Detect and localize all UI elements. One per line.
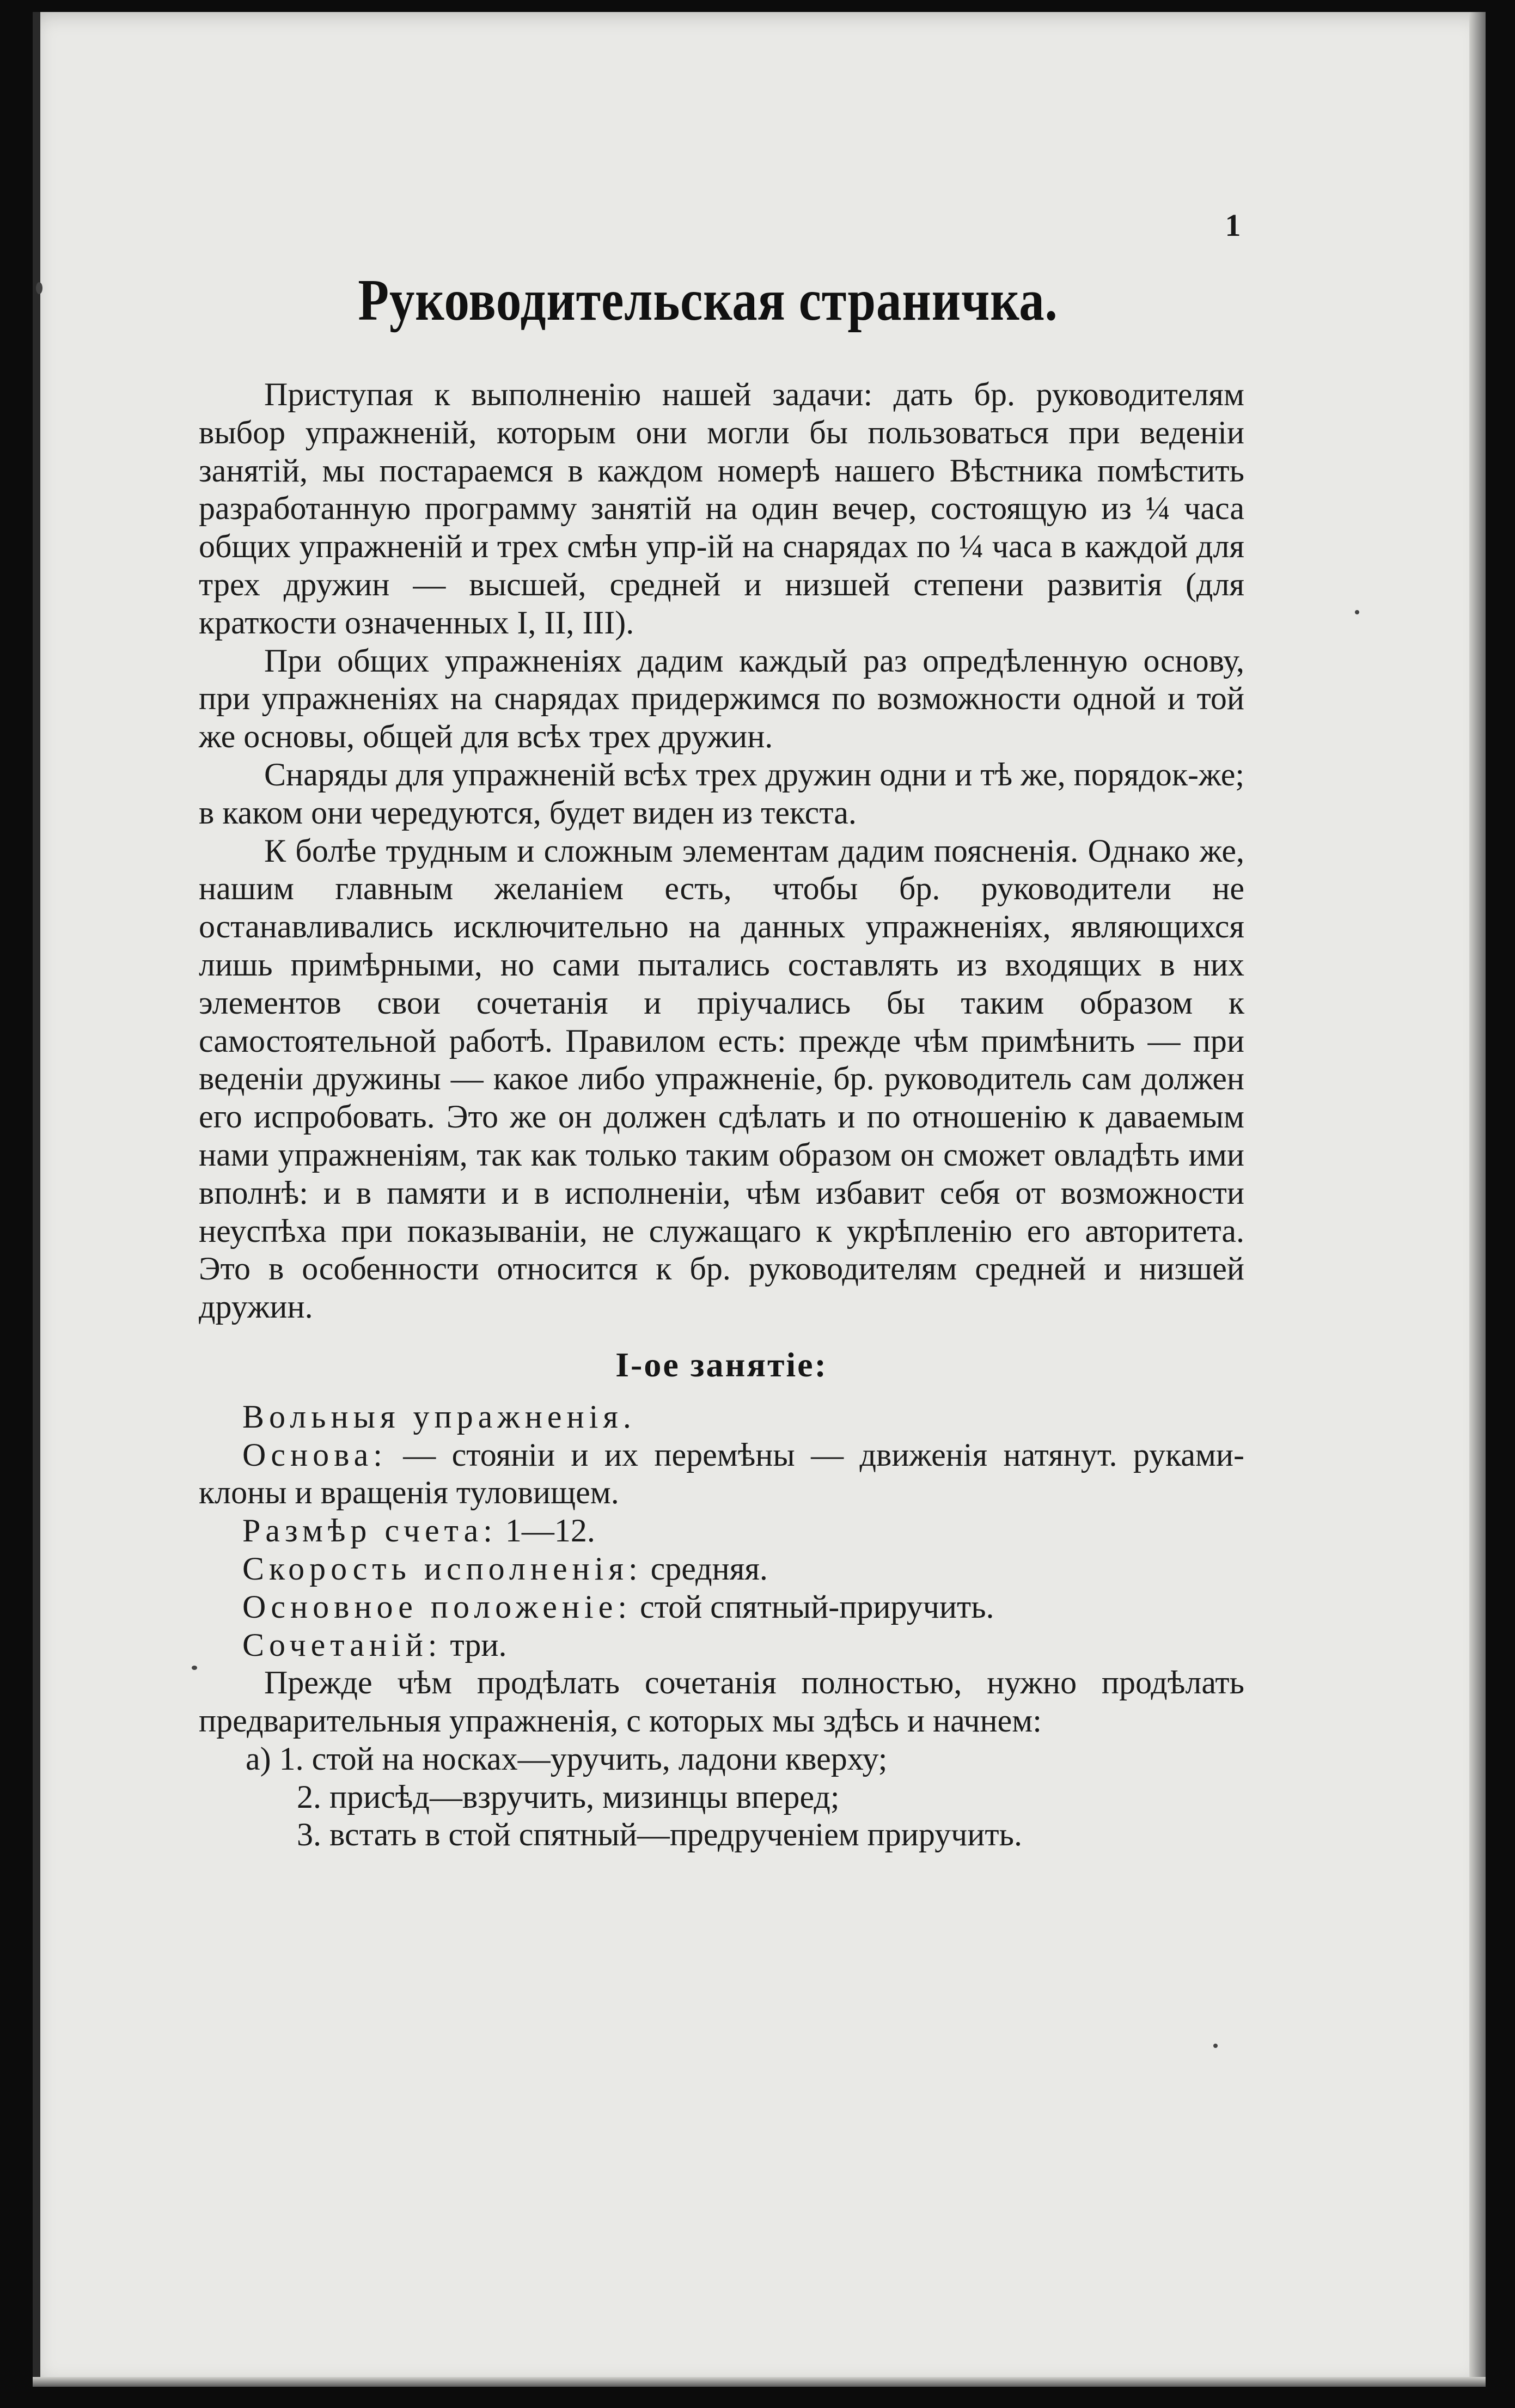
speed-label: Скорость исполненія:: [242, 1550, 643, 1587]
exercise-item: 2. присѣд—взручить, мизинцы вперед;: [297, 1778, 840, 1815]
position-line: [199, 1588, 1244, 1626]
count-line: [199, 1512, 1244, 1550]
page-number: 1: [1225, 208, 1241, 243]
paper-speck: [1355, 610, 1359, 614]
paragraph-guidance: К болѣе трудным и сложным элементам дадим поясненія. Однако же, нашим главным желаніем есть, чтобы бр. руководители не останавливались исключительно на данных упражненіях, являющихся лишь примѣрными, но сами пытались составлять из входящих в них элементов свои сочетанія и пріучались бы таким образом к самостоятельной работѣ. Правилом есть: прежде чѣм примѣнить — при веденіи дружины — какое либо упражненіе, бр. руководитель сам должен его испробовать. Это же он должен сдѣлать и по отношенію к даваемым нами упражненіям, так как только таким образом он сможет овладѣть ими вполнѣ: и в памяти и в исполненіи, чѣм избавит себя от возможности неуспѣха при показываніи, не служащаго к укрѣпленію его авторитета. Это в особенности относится к бр. руководителям средней и низшей дружин.: [199, 832, 1244, 1325]
page-bottom-edge: [33, 2377, 1486, 2387]
paper-speck: [1213, 2044, 1218, 2048]
free-exercises-text: Вольныя упражненія.: [242, 1398, 636, 1435]
paper-speck: [36, 282, 42, 294]
page-right-edge: [1469, 12, 1486, 2387]
lesson-intro: Прежде чѣм продѣлать сочетанія полностью, нужно продѣлать предварительныя упражненія, с которых мы здѣсь и начнем:: [199, 1665, 1244, 1739]
paragraph-apparatus: Снаряды для упражненій всѣх трех дружин одни и тѣ же, порядок-же; в каком они чередуются, будет виден из текста.: [199, 756, 1244, 831]
combos-line: [199, 1626, 1244, 1665]
speed-line: [199, 1550, 1244, 1588]
count-label: Размѣр счета:: [242, 1513, 497, 1549]
paragraph-general-exercises: При общих упражненіях дадим каждый раз опредѣленную основу, при упражненіях на снарядах придержимся по возможности одной и той же основы, общей для всѣх трех дружин.: [199, 642, 1244, 755]
exercise-item: 3. встать в стой спятный—предрученіем приручить.: [297, 1816, 1022, 1853]
page-left-edge: [33, 12, 40, 2387]
exercise-list: [199, 1740, 1244, 1854]
basis-line: [199, 1436, 1244, 1513]
page-title: Руководительская страничка.: [358, 268, 1058, 333]
combos-value: три.: [450, 1626, 507, 1663]
basis-label: Основа:: [242, 1436, 387, 1473]
position-value: стой спятный-приручить.: [640, 1588, 994, 1625]
paper-speck: [192, 1666, 197, 1670]
exercise-item: а) 1. стой на носках—уручить, ладони кверху;: [246, 1740, 888, 1777]
paragraph-intro: Приступая к выполненію нашей задачи: дать бр. руководителям выбор упражненій, которым они могли бы пользоваться при веденіи занятій, мы постараемся в каждом номерѣ нашего Вѣстника помѣстить разработанную программу занятій на один вечер, состоящую из ¼ часа общих упражненій и трех смѣн упр-ій на снарядах по ¼ часа в каждой для трех дружин — высшей, средней и низшей степени развитія (для краткости означенных I, II, III).: [199, 376, 1244, 641]
position-label: Основное положеніе:: [242, 1588, 632, 1625]
free-exercises-label: [199, 1398, 1244, 1436]
combos-label: Сочетаній:: [242, 1626, 442, 1663]
speed-value: средняя.: [650, 1550, 768, 1587]
basis-text: — стояніи и их перемѣны — движенія натянут. руками-клоны и вращенія туловищем.: [199, 1436, 1245, 1511]
lesson-heading: І-ое занятіе:: [615, 1345, 828, 1384]
article-body: [199, 376, 1244, 1854]
count-value: 1—12.: [505, 1513, 595, 1549]
